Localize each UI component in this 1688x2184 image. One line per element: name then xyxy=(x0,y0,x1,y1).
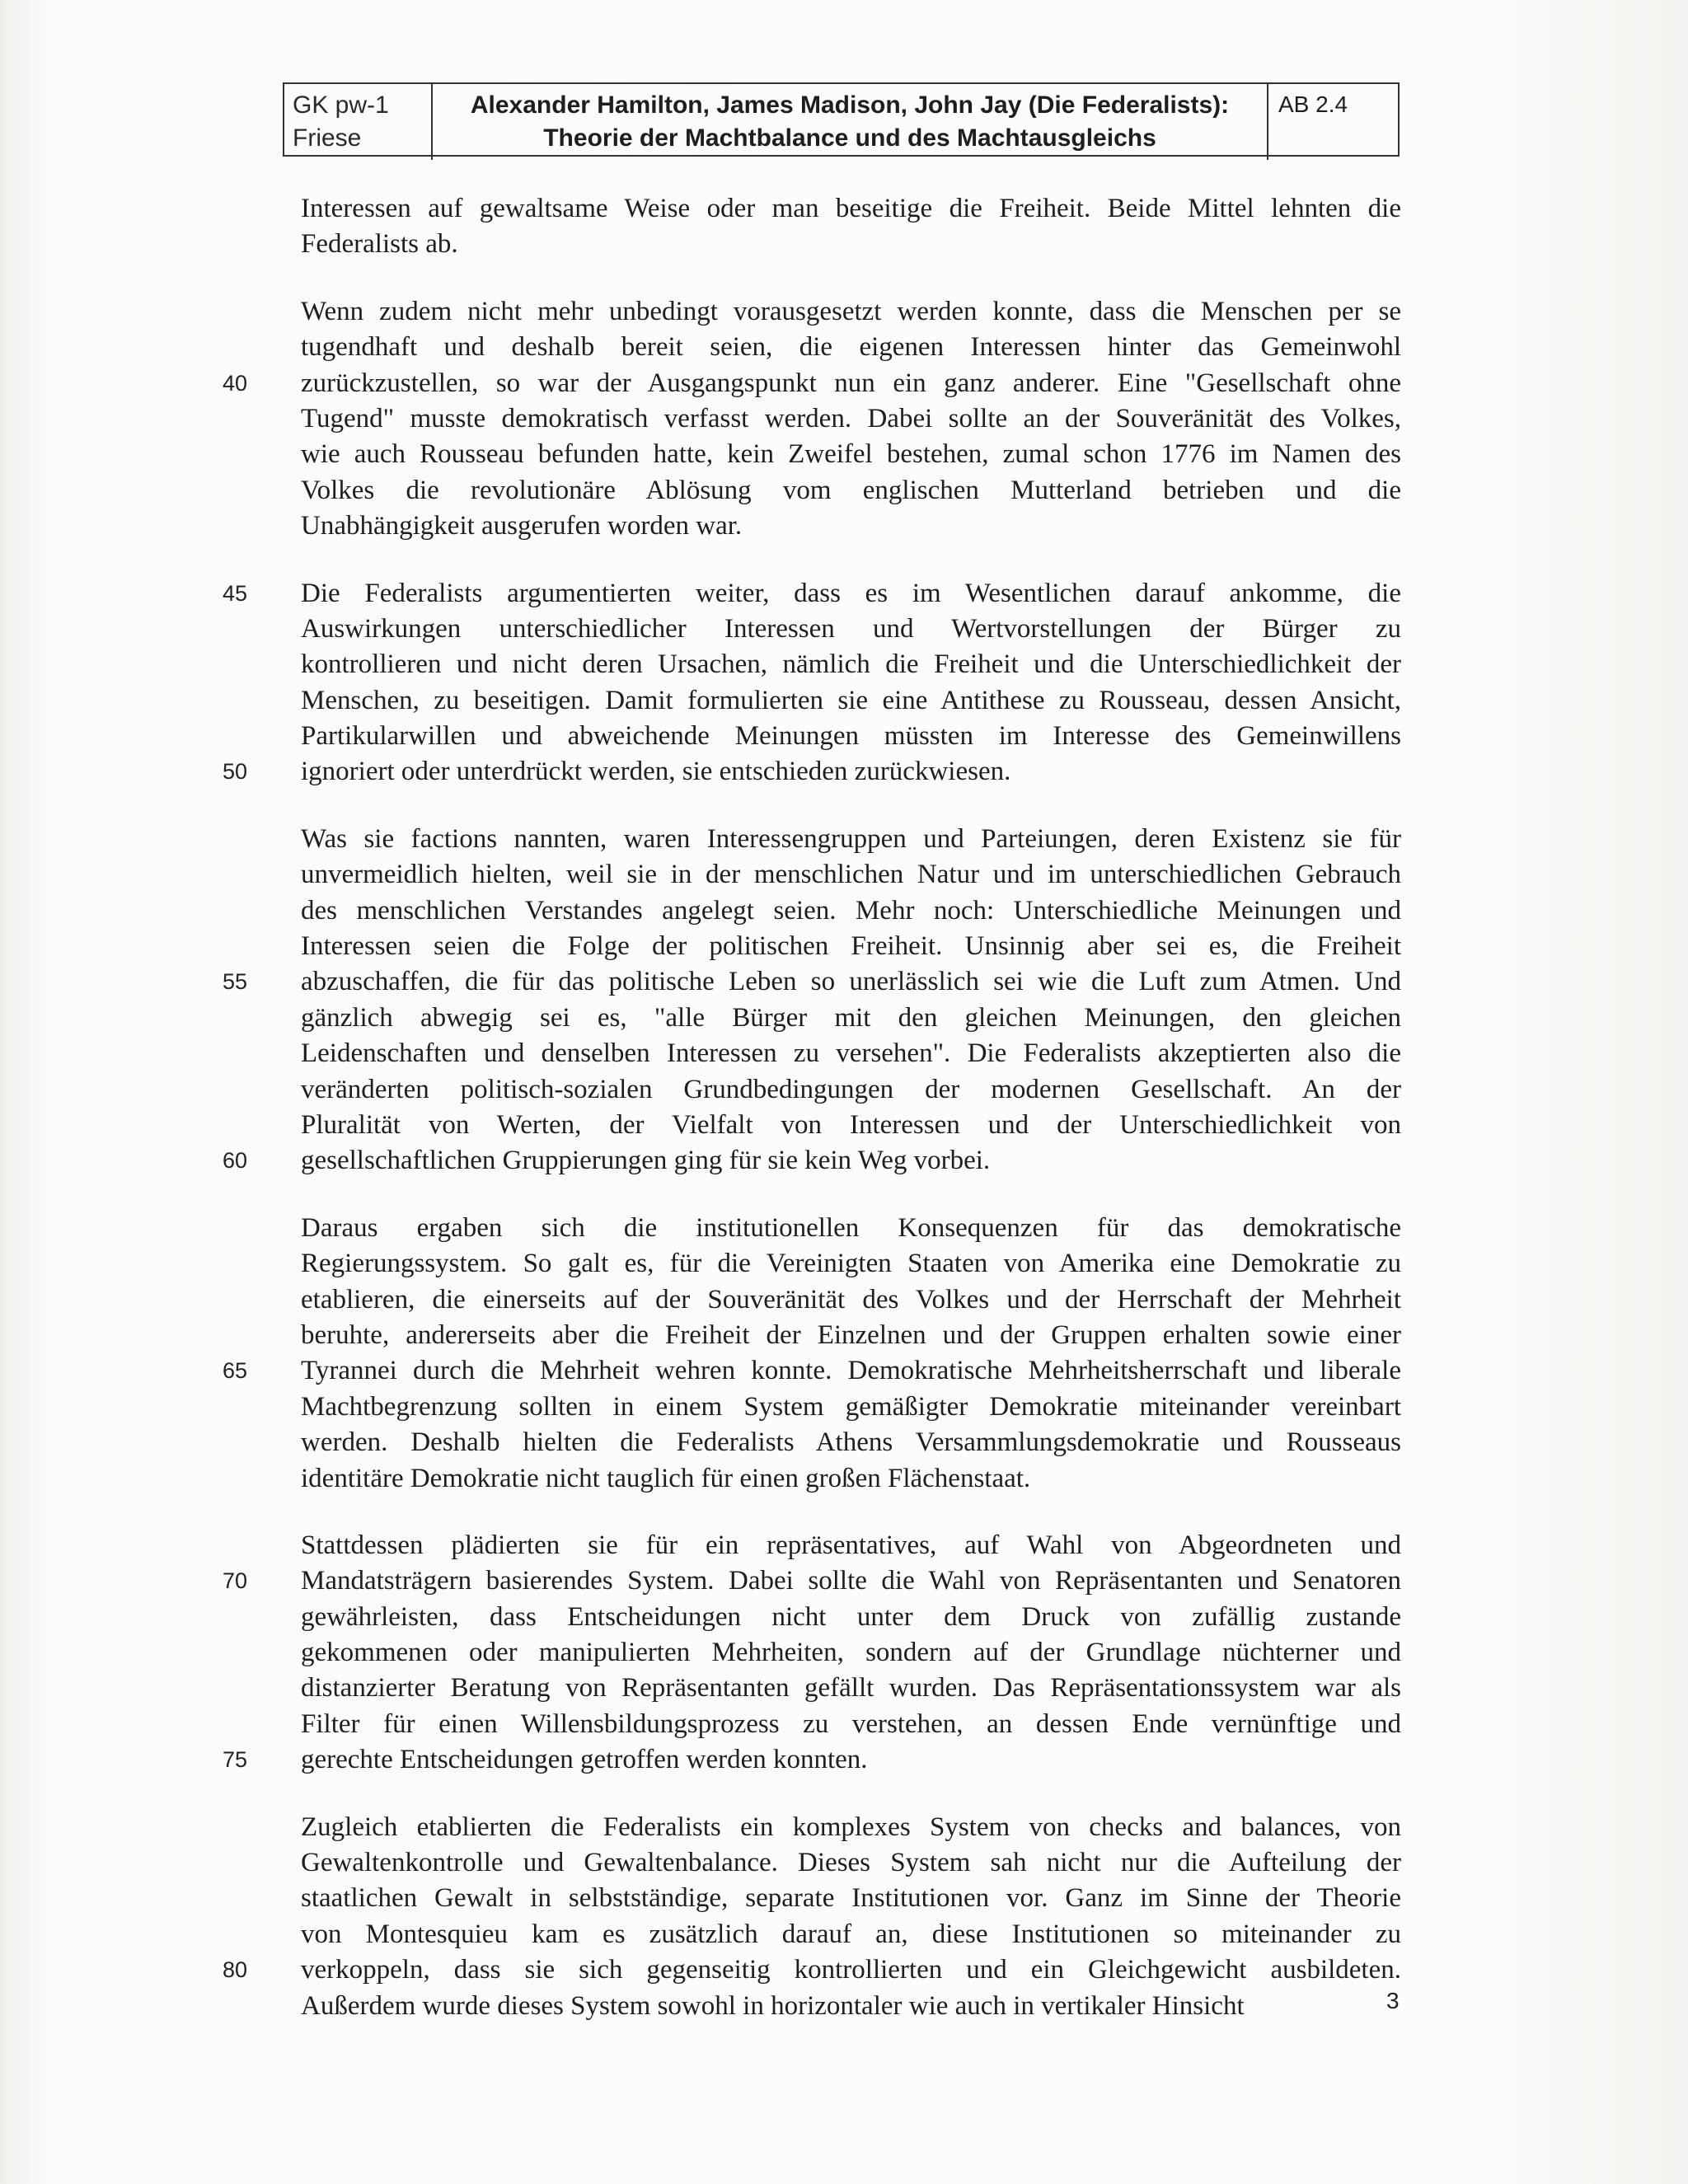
header-sheet-cell xyxy=(1268,84,1398,160)
line-number: 50 xyxy=(223,759,248,785)
text-line xyxy=(301,1707,1401,1742)
course-label: GK pw-1 xyxy=(293,91,389,119)
text-line xyxy=(301,1318,1401,1353)
line-text: des menschlichen Verstandes angelegt seien. Mehr noch: Unterschiedliche Meinungen und xyxy=(301,895,1401,926)
body-text xyxy=(223,191,1401,2055)
text-line xyxy=(301,929,1401,964)
text-line xyxy=(223,964,1401,1000)
text-line xyxy=(301,1108,1401,1143)
line-number: 65 xyxy=(223,1358,248,1384)
line-text: abzuschaffen, die für das politische Leben so unerlässlich sei wie die Luft zum Atmen. Und xyxy=(301,967,1401,997)
text-line xyxy=(301,191,1401,227)
paragraph xyxy=(301,191,1401,263)
text-line xyxy=(301,719,1401,754)
paragraph xyxy=(223,294,1401,545)
line-text: Stattdessen plädierten sie für ein repräsentatives, auf Wahl von Abgeordneten und xyxy=(301,1530,1401,1560)
line-text: gänzlich abwegig sei es, "alle Bürger mit den gleichen Meinungen, den gleichen xyxy=(301,1002,1401,1033)
text-line xyxy=(301,1845,1401,1881)
text-line xyxy=(301,1246,1401,1282)
line-text: Daraus ergaben sich die institutionellen Konsequenzen für das demokratische xyxy=(301,1212,1401,1243)
page-number: 3 xyxy=(1386,1988,1400,2013)
text-line xyxy=(301,612,1401,647)
text-line xyxy=(223,366,1401,401)
line-text: Menschen, zu beseitigen. Damit formulierten sie eine Antithese zu Rousseau, dessen Ansicht, xyxy=(301,685,1401,715)
line-text: werden. Deshalb hielten die Federalists Athens Versammlungsdemokratie und Rousseaus xyxy=(301,1427,1401,1458)
line-text: gerechte Entscheidungen getroffen werden konnten. xyxy=(301,1745,868,1775)
line-text: Leidenschaften und denselben Interessen zu versehen". Die Federalists akzeptierten also die xyxy=(301,1038,1401,1069)
text-line xyxy=(301,1881,1401,1916)
line-text: Interessen seien die Folge der politischen Freiheit. Unsinnig aber sei es, die Freiheit xyxy=(301,931,1401,962)
document-title-line-1: Alexander Hamilton, James Madison, John Jay (Die Federalists): xyxy=(470,91,1230,119)
text-line xyxy=(223,754,1401,790)
line-text: distanzierter Beratung von Repräsentanten gefällt wurden. Das Repräsentationssystem war als xyxy=(301,1673,1401,1704)
line-text: Filter für einen Willensbildungsprozess zu verstehen, an dessen Ende vernünftige und xyxy=(301,1708,1401,1739)
text-line xyxy=(301,227,1401,262)
header-table xyxy=(283,82,1400,157)
line-text: Die Federalists argumentierten weiter, dass es im Wesentlichen darauf ankomme, die xyxy=(301,578,1401,608)
line-number: 80 xyxy=(223,1957,248,1983)
line-text: ignoriert oder unterdrückt werden, sie entschieden zurückwiesen. xyxy=(301,757,1011,787)
line-text: Machtbegrenzung sollten in einem System gemäßigter Demokratie miteinander vereinbart xyxy=(301,1391,1401,1422)
paragraph xyxy=(223,576,1401,790)
line-text: Regierungssystem. So galt es, für die Vereinigten Staaten von Amerika eine Demokratie zu xyxy=(301,1249,1401,1279)
line-text: zurückzustellen, so war der Ausgangspunkt nun ein ganz anderer. Eine "Gesellschaft ohne xyxy=(301,368,1401,398)
header-course-cell xyxy=(284,84,433,160)
text-line xyxy=(301,1461,1401,1497)
paragraph xyxy=(223,822,1401,1179)
line-text: Federalists ab. xyxy=(301,229,458,260)
line-text: gekommenen oder manipulierten Mehrheiten, sondern auf der Grundlage nüchterner und xyxy=(301,1638,1401,1668)
line-text: gewährleisten, dass Entscheidungen nicht unter dem Druck von zufällig zustande xyxy=(301,1601,1401,1632)
line-number: 75 xyxy=(223,1747,248,1773)
text-line xyxy=(301,893,1401,929)
text-line xyxy=(223,1563,1401,1599)
line-text: Was sie factions nannten, waren Interessengruppen und Parteiungen, deren Existenz sie für xyxy=(301,823,1401,854)
line-text: Gewaltenkontrolle und Gewaltenbalance. Dieses System sah nicht nur die Aufteilung der xyxy=(301,1848,1401,1878)
text-line xyxy=(223,1353,1401,1389)
line-text: beruhte, andererseits aber die Freiheit der Einzelnen und der Gruppen erhalten sowie einer xyxy=(301,1319,1401,1350)
line-text: verkoppeln, dass sie sich gegenseitig kontrollierten und ein Gleichgewicht ausbildeten. xyxy=(301,1955,1401,1985)
line-text: wie auch Rousseau befunden hatte, kein Zweifel bestehen, zumal schon 1776 im Namen des xyxy=(301,439,1401,470)
teacher-label: Friese xyxy=(293,124,362,152)
line-text: Auswirkungen unterschiedlicher Interessen und Wertvorstellungen der Bürger zu xyxy=(301,613,1401,644)
line-text: kontrollieren und nicht deren Ursachen, nämlich die Freiheit und die Unterschiedlichkeit der xyxy=(301,649,1401,680)
text-line xyxy=(301,1072,1401,1108)
text-line xyxy=(223,1952,1401,1988)
line-text: veränderten politisch-sozialen Grundbedingungen der modernen Gesellschaft. An der xyxy=(301,1074,1401,1104)
line-text: Unabhängigkeit ausgerufen worden war. xyxy=(301,511,743,541)
line-text: identitäre Demokratie nicht tauglich für einen großen Flächenstaat. xyxy=(301,1463,1031,1493)
line-text: von Montesquieu kam es zusätzlich darauf an, diese Institutionen so miteinander zu xyxy=(301,1919,1401,1949)
text-line xyxy=(301,294,1401,330)
text-line xyxy=(223,1143,1401,1179)
text-line xyxy=(223,1742,1401,1778)
text-line xyxy=(301,1528,1401,1563)
text-line xyxy=(301,683,1401,719)
line-text: Tugend" musste demokratisch verfasst werden. Dabei sollte an der Souveränität des Volkes, xyxy=(301,403,1401,434)
line-text: Mandatsträgern basierendes System. Dabei sollte die Wahl von Repräsentanten und Senatoren xyxy=(301,1566,1401,1596)
line-text: Volkes die revolutionäre Ablösung vom englischen Mutterland betrieben und die xyxy=(301,475,1401,505)
text-line xyxy=(301,401,1401,437)
sheet-id: AB 2.4 xyxy=(1278,91,1348,117)
text-line xyxy=(301,857,1401,893)
line-text: Zugleich etablierten die Federalists ein komplexes System von checks and balances, von xyxy=(301,1811,1401,1842)
text-line xyxy=(301,1810,1401,1845)
paragraph xyxy=(223,1211,1401,1497)
paragraph xyxy=(223,1528,1401,1779)
line-text: unvermeidlich hielten, weil sie in der menschlichen Natur und im unterschiedlichen Gebrauch xyxy=(301,860,1401,890)
line-text: staatlichen Gewalt in selbstständige, separate Institutionen vor. Ganz im Sinne der Theorie xyxy=(301,1883,1401,1914)
line-text: Partikularwillen und abweichende Meinungen müssten im Interesse des Gemeinwillens xyxy=(301,721,1401,752)
text-line xyxy=(223,576,1401,612)
line-text: gesellschaftlichen Gruppierungen ging für sie kein Weg vorbei. xyxy=(301,1146,991,1176)
header-title-cell xyxy=(433,84,1268,160)
text-line xyxy=(301,1036,1401,1071)
line-number: 45 xyxy=(223,580,248,606)
text-line xyxy=(301,1390,1401,1425)
text-line xyxy=(301,1600,1401,1635)
text-line xyxy=(301,1282,1401,1318)
line-text: Pluralität von Werten, der Vielfalt von Interessen und der Unterschiedlichkeit von xyxy=(301,1109,1401,1140)
text-line xyxy=(301,437,1401,472)
line-text: Außerdem wurde dieses System sowohl in horizontaler wie auch in vertikaler Hinsicht xyxy=(301,1990,1245,2021)
text-line xyxy=(301,822,1401,857)
line-text: Wenn zudem nicht mehr unbedingt vorausgesetzt werden konnte, dass die Menschen per se xyxy=(301,296,1401,326)
text-line xyxy=(301,1211,1401,1246)
text-line xyxy=(301,330,1401,365)
line-text: Interessen auf gewaltsame Weise oder man beseitige die Freiheit. Beide Mittel lehnten die xyxy=(301,194,1401,223)
text-line xyxy=(301,1001,1401,1036)
line-number: 55 xyxy=(223,969,248,995)
paragraph xyxy=(223,1810,1401,2024)
line-number: 70 xyxy=(223,1568,248,1594)
text-line xyxy=(301,509,1401,544)
line-number: 60 xyxy=(223,1148,248,1174)
line-number: 40 xyxy=(223,370,248,396)
line-text: etablieren, die einerseits auf der Souveränität des Volkes und der Herrschaft der Mehrheit xyxy=(301,1284,1401,1315)
text-line xyxy=(301,1635,1401,1671)
text-line xyxy=(301,1989,1401,2024)
line-text: Tyrannei durch die Mehrheit wehren konnte. Demokratische Mehrheitsherrschaft und liberale xyxy=(301,1356,1401,1386)
text-line xyxy=(301,647,1401,682)
text-line xyxy=(301,1671,1401,1706)
document-title-line-2: Theorie der Machtbalance und des Machtausgleichs xyxy=(543,124,1156,152)
line-text: tugendhaft und deshalb bereit seien, die eigenen Interessen hinter das Gemeinwohl xyxy=(301,332,1401,363)
text-line xyxy=(301,473,1401,509)
text-line xyxy=(301,1425,1401,1460)
text-line xyxy=(301,1917,1401,1952)
